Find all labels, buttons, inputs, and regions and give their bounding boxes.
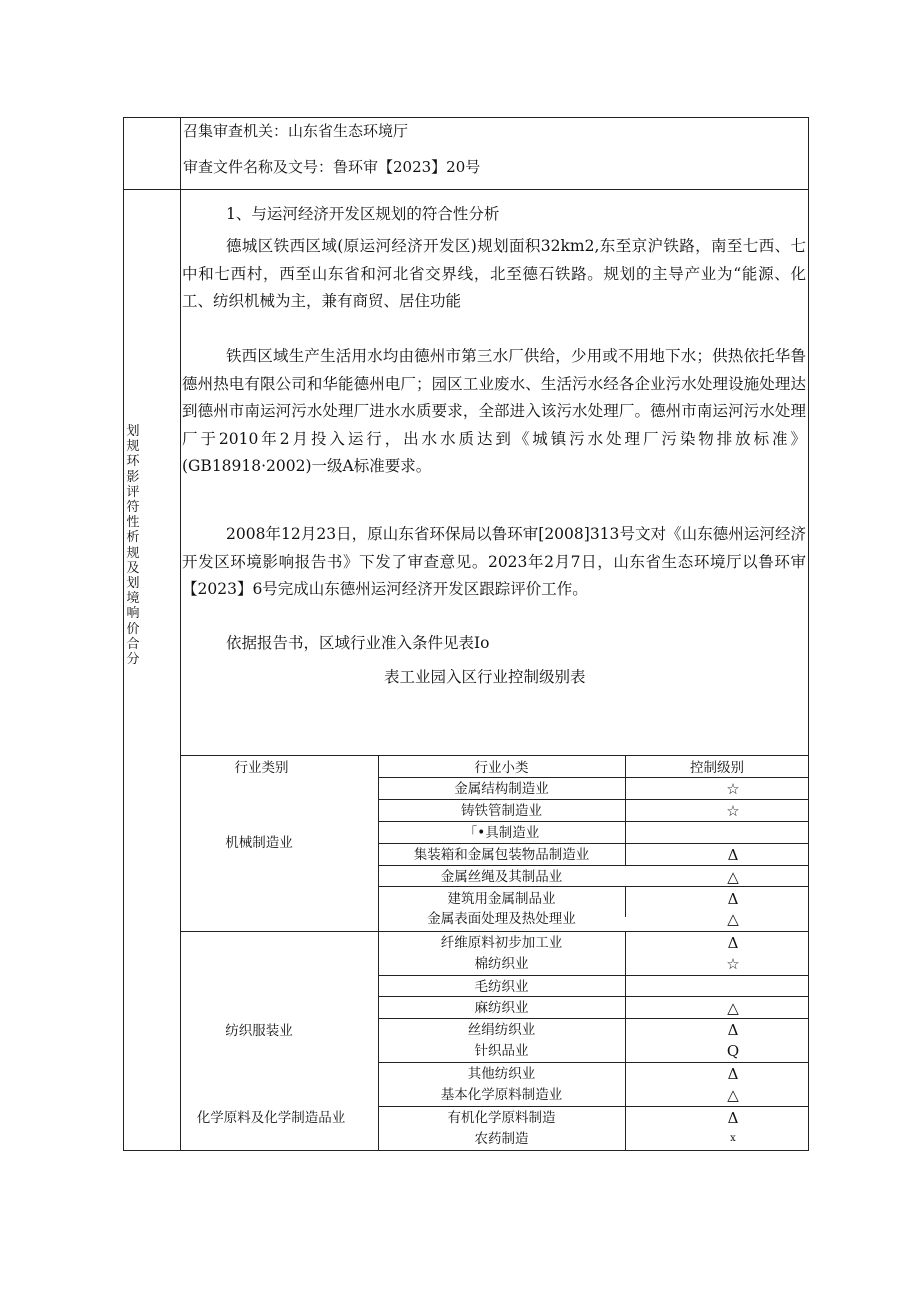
side-label: 划规环影评符性析规及划境响价合分 — [126, 424, 140, 668]
control-level-cell: Δ — [727, 1021, 739, 1039]
subcategory-cell: 针织品业 — [474, 1043, 529, 1059]
control-level-cell: ☆ — [726, 802, 740, 820]
paragraph-review-history: 2008年12月23日，原山东省环保局以鲁环审[2008]313号文对《山东德州运河经济开发区环境影响报告书》下发了审查意见。2023年2月7日，山东省生态环境厅以鲁环审【2023】6号完成山东德州运河经济开发区跟踪评价工作。 — [182, 525, 806, 598]
category-textile: 纺织服装业 — [225, 1023, 293, 1039]
paragraph-table-reference: 依据报告书，区域行业准入条件见表Io — [226, 634, 490, 652]
subcategory-cell: 基本化学原料制造业 — [440, 1087, 563, 1103]
control-level-cell: Q — [726, 1042, 740, 1060]
header-control-level: 控制级别 — [690, 760, 744, 776]
category-machinery: 机械制造业 — [225, 835, 293, 851]
control-level-cell: △ — [727, 910, 739, 928]
paragraph-water-supply: 铁西区域生产生活用水均由德州市第三水厂供给，少用或不用地下水；供热依托华鲁德州热电有限公司和华能德州电厂；园区工业废水、生活污水经各企业污水处理设施处理达到德州市南运河污水处理厂进水水质要求，全部进入该污水处理厂。德州市南运河污水处理厂于2010年2月投入运行，出水水质达到《城镇污水处理厂污染物排放标准》(GB18918·2002)一级A标准要求。 — [182, 347, 806, 475]
control-level-cell: Δ — [727, 1109, 739, 1127]
subcategory-cell: 纤维原料初步加工业 — [440, 935, 563, 951]
header-divider — [123, 189, 809, 190]
subcategory-cell: 集装箱和金属包装物品制造业 — [413, 847, 590, 863]
control-level-cell: Δ — [727, 890, 739, 908]
table-divider-level-bottom — [625, 931, 626, 1151]
control-level-cell: Δ — [727, 846, 739, 864]
review-document-number: 审查文件名称及文号：鲁环审【2023】20号 — [183, 158, 481, 176]
subcategory-cell: 农药制造 — [474, 1131, 529, 1147]
control-level-cell: △ — [727, 999, 739, 1017]
category-chemical: 化学原料及化学制造品业 — [196, 1110, 346, 1126]
subcategory-cell: 金属丝绳及其制品业 — [440, 869, 563, 885]
control-level-cell: x — [730, 1133, 736, 1144]
subcategory-cell: 「•具制造业 — [463, 825, 540, 841]
subcategory-cell: 金属结构制造业 — [454, 781, 549, 797]
paragraph-plan-scope: 德城区铁西区域(原运河经济开发区)规划面积32km2,东至京沪铁路，南至七西、七中和七西村，西至山东省和河北省交界线，北至德石铁路。规划的主导产业为“能源、化工、纺织机械为主，兼有商贸、居住功能 — [182, 237, 806, 310]
table-title: 表工业园入区行业控制级别表 — [384, 668, 586, 686]
review-authority: 召集审查机关：山东省生态环境厅 — [183, 122, 409, 140]
left-column-divider — [180, 117, 181, 1151]
header-subcategory: 行业小类 — [474, 760, 529, 776]
control-level-cell: △ — [727, 1086, 739, 1104]
control-level-cell: Δ — [727, 1065, 739, 1083]
subcategory-cell: 棉纺织业 — [474, 956, 529, 972]
table-divider-level-lower — [625, 886, 626, 917]
subcategory-cell: 有机化学原料制造 — [447, 1110, 556, 1126]
control-level-cell: ☆ — [726, 780, 740, 798]
control-level-cell: △ — [727, 868, 739, 886]
subcategory-cell: 建筑用金属制品业 — [447, 891, 556, 907]
control-level-cell: Δ — [727, 934, 739, 952]
subcategory-cell: 金属表面处理及热处理业 — [427, 911, 576, 927]
subcategory-cell: 毛纺织业 — [474, 979, 529, 995]
table-top-border — [180, 755, 809, 756]
subcategory-cell: 铸铁管制造业 — [461, 803, 542, 819]
header-category: 行业类别 — [234, 760, 289, 776]
control-level-cell: ☆ — [726, 955, 740, 973]
subcategory-cell: 其他纺织业 — [467, 1066, 536, 1082]
subcategory-cell: 丝绢纺织业 — [467, 1022, 536, 1038]
subcategory-cell: 麻纺织业 — [474, 1000, 529, 1016]
section-heading: 1、与运河经济开发区规划的符合性分析 — [226, 205, 500, 223]
